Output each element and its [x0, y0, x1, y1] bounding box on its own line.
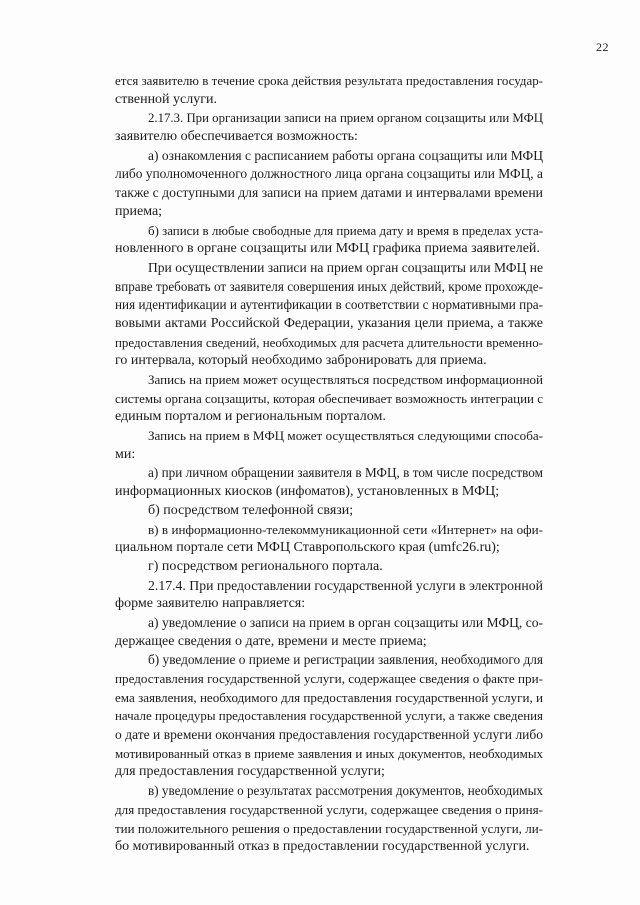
text-line: системы органа соцзащиты, которая обеспечивает возможность интеграции с	[115, 390, 543, 406]
text-line: а) при личном обращении заявителя в МФЦ, в том числе посредством	[148, 465, 543, 481]
text-line: а) уведомление о записи на прием в орган соцзащиты или МФЦ, со-	[148, 614, 544, 630]
text-line: 2.17.3. При организации записи на прием органом соцзащиты или МФЦ	[148, 111, 543, 126]
text-line: г) посредством регионального портала.	[148, 558, 383, 574]
text-line: ми:	[115, 446, 136, 462]
text-line: ственной услуги.	[115, 91, 217, 107]
text-line: о дате и времени окончания предоставления государственной услуги либо	[115, 727, 543, 743]
text-line: тии положительного решения о предоставлении государственной услуги, ли-	[115, 820, 543, 836]
text-line: для предоставления государственной услуги;	[115, 764, 385, 780]
document-body	[115, 72, 543, 857]
text-line: приема;	[115, 203, 163, 219]
text-line: либо уполномоченного должностного лица органа соцзащиты или МФЦ, а	[115, 166, 543, 182]
text-line: предоставления государственной услуги, содержащее сведения о факте при-	[115, 671, 543, 686]
page-number: 22	[596, 40, 609, 54]
text-line: 2.17.4. При предоставлении государственной услуги в электронной	[148, 577, 543, 593]
text-line: а) ознакомления с расписанием работы органа соцзащиты или МФЦ	[148, 147, 543, 163]
text-line: предоставления сведений, необходимых для расчета длительности временно-	[115, 334, 543, 350]
text-line: При осуществлении записи на прием орган соцзащиты или МФЦ не	[148, 259, 544, 275]
text-line: в) уведомление о результатах рассмотрения документов, необходимых	[148, 783, 543, 799]
text-line: ема заявления, необходимого для предоставления государственной услуги, и	[115, 689, 543, 705]
text-line: заявителю обеспечивается возможность:	[115, 129, 358, 145]
text-line: мотивированный отказ в приеме заявления и иных документов, необходимых	[115, 745, 543, 761]
text-line: информационных киосков (инфоматов), установленных в МФЦ;	[115, 484, 500, 500]
text-line: б) уведомление о приеме и регистрации заявления, необходимого для	[148, 652, 543, 668]
text-line: вовыми актами Российской Федерации, указания цели приема, а также	[115, 315, 543, 331]
text-line: бо мотивированный отказ в предоставлении государственной услуги.	[115, 839, 530, 855]
text-line: новленного в органе соцзащиты или МФЦ графика приема заявителей.	[115, 241, 540, 257]
text-line: ется заявителю в течение срока действия результата предоставления государ-	[115, 73, 543, 88]
text-line: также с доступными для записи на прием датами и интервалами времени	[115, 185, 543, 201]
text-line: Запись на прием в МФЦ может осуществляться следующими способа-	[148, 428, 543, 444]
text-line: держащее сведения о дате, времени и месте приема;	[115, 633, 427, 649]
text-line: для предоставления государственной услуги, содержащее сведения о приня-	[115, 801, 543, 817]
text-line: Запись на прием может осуществляться посредством информационной	[148, 372, 543, 387]
text-line: го интервала, который необходимо забронировать для приема.	[115, 353, 487, 369]
text-line: б) посредством телефонной связи;	[148, 502, 354, 518]
text-line: в) в информационно-телекоммуникационной сети «Интернет» на офи-	[148, 521, 543, 537]
text-line: единым порталом и региональным порталом.	[115, 409, 386, 425]
text-line: б) записи в любые свободные для приема дату и время в пределах уста-	[148, 222, 543, 238]
text-line: ния идентификации и аутентификации в соответствии с нормативными пра-	[115, 297, 543, 313]
text-line: начале процедуры предоставления государственной услуги, а также сведения	[115, 708, 543, 724]
text-line: циальном портале сети МФЦ Ставропольского края (umfc26.ru);	[115, 540, 500, 556]
text-line: вправе требовать от заявителя совершения иных действий, кроме прохожде-	[115, 278, 543, 294]
text-line: форме заявителю направляется:	[115, 596, 306, 612]
